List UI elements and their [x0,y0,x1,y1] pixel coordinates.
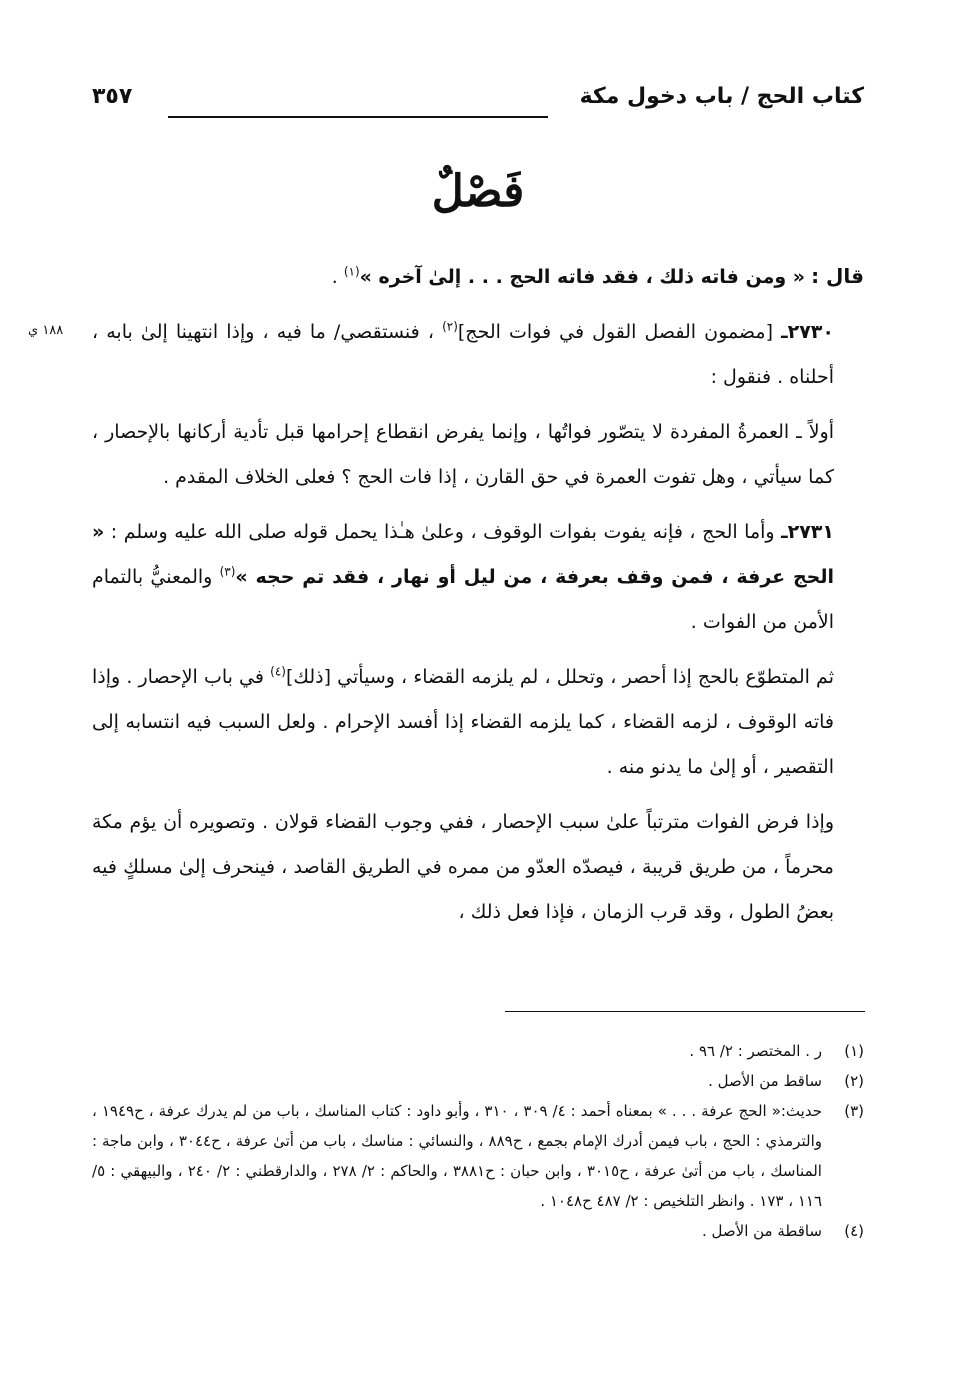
footnote-ref-3: (٣) [219,564,236,579]
footnote-text: ساقط من الأصل . [708,1072,822,1090]
paragraph-2730 [92,310,864,400]
footnote-number: (٤) [844,1222,864,1240]
qala-quote: « ومن فاته ذلك ، فقد فاته الحج . . . إلىٰ آخره » [359,266,806,288]
qala-line: قال : « ومن فاته ذلك ، فقد فاته الحج . . . إلىٰ آخره »$^{(١)}$ . [331,264,864,288]
main-text [92,254,864,945]
qala-label: قال : [811,264,864,288]
footnote-ref-2: (٢) [442,319,458,334]
paragraph-wa-idha: وإذا فرض الفوات مترتباً علىٰ سبب الإحصار ، ففي وجوب القضاء قولان . وتصويره أن يؤم مكة محرماً ، من طريق قريبة ، فيصدّه العدّو من ممره في الطريق القاصد ، فينحرف إلىٰ مسلكٍ فيه بعضُ الطول ، وقد قرب الزمان ، فإذا فعل ذلك ، [92,811,834,923]
footnote-ref-4: (٤) [270,664,286,679]
paragraph-thumma-text-a: ثم المتطوّع بالحج إذا أحصر ، وتحلل ، لم يلزمه القضاء ، وسيأتي [ذلك] [285,666,834,688]
margin-manuscript-ref: ١٨٨ ي [28,323,64,338]
footnote-text: ساقطة من الأصل . [702,1222,822,1240]
footnote-text: ر . المختصر : ٢/ ٩٦ . [689,1042,822,1060]
footnote-3 [92,1096,864,1216]
footnote-number: (٢) [844,1072,864,1090]
running-title: كتاب الحج / باب دخول مكة [579,84,864,109]
footnote-4 [92,1216,864,1246]
paragraph-2731-text-a: وأما الحج ، فإنه يفوت بفوات الوقوف ، وعلىٰ هـٰذا يحمل قوله صلى الله عليه وسلم : [104,521,782,543]
paragraph-2730-text-a: [مضمون الفصل القول في فوات الحج] [457,321,782,343]
hadith-quote: « الحج عرفة ، فمن وقف بعرفة ، من ليل أو نهار ، فقد تم حجه » [92,521,834,588]
paragraph-number-2730: ٢٧٣٠ـ [781,321,834,343]
footnote-number: (١) [844,1042,864,1060]
paragraph-awwalan: أولاً ـ العمرةُ المفردة لا يتصّور فواتُها ، وإنما يفرض انقطاع إحرامها قبل تأدية أركانها بالإحصار ، كما سيأتي ، وهل تفوت العمرة في حق القارن ، إذا فات الحج ؟ فعلى الخلاف المقدم . [92,421,834,488]
page-number: ٣٥٧ [92,84,133,109]
paragraph-thumma-text-b: في باب الإحصار . وإذا فاته الوقوف ، لزمه القضاء ، كما يلزمه القضاء إذا أفسد الإحرام . ولعل السبب فيه انتسابه إلى التقصير ، أو إلىٰ ما يدنو منه . [92,666,834,778]
paragraph-2731-text-b: والمعنيُّ بالتمام الأمن من الفوات . [92,566,834,633]
footnotes [92,1036,864,1246]
footnote-ref-1: (١) [343,264,360,279]
footnote-number: (٣) [844,1102,864,1120]
header-rule [168,116,548,118]
paragraph-2730-text-b: ، فنستقصي/ ما فيه ، وإذا انتهينا إلىٰ بابه ، أحلناه . فنقول : [92,321,834,388]
footnote-1 [92,1036,864,1066]
footnote-2 [92,1066,864,1096]
running-header [92,84,864,124]
paragraph-number-2731: ٢٧٣١ـ [781,521,834,543]
section-heading: فَصْلٌ [431,166,525,217]
footnote-text: حديث:« الحج عرفة . . . » بمعناه أحمد : ٤/ ٣٠٩ ، ٣١٠ ، وأبو داود : كتاب المناسك ، باب من لم يدرك عرفة ، ح١٩٤٩ ، والترمذي : الحج ، باب فيمن أدرك الإمام بجمع ، ح٨٨٩ ، والنسائي : مناسك ، باب من أتىٰ عرفة ، ح٣٠٤٤ ، وابن ماجة : المناسك ، باب من أتىٰ عرفة ، ح٣٠١٥ ، وابن حبان : ح٣٨٨١ ، والحاكم : ٢/ ٢٧٨ ، والدارقطني : ٢/ ٢٤٠ ، والبيهقي : ٥/ ١١٦ ، ١٧٣ . وانظر التلخيص : ٢/ ٤٨٧ ح١٠٤٨ . [92,1102,822,1210]
paragraph-thumma [92,655,864,790]
footnote-separator [505,1011,865,1012]
paragraph-2731 [92,510,864,645]
